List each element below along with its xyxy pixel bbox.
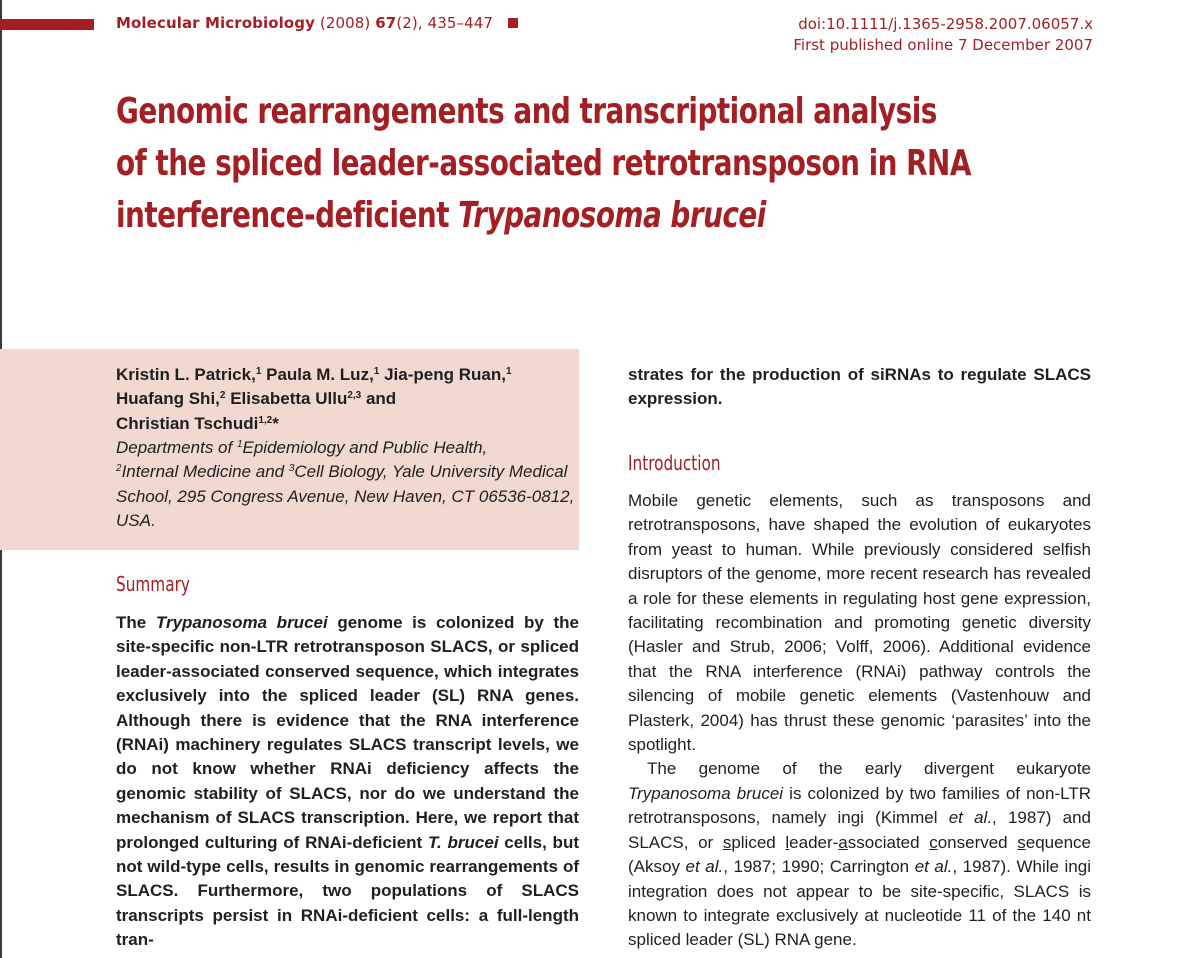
affil-marker: 2,3 [347,390,362,402]
author-and: and [361,389,397,409]
intro-italic: et al. [685,857,724,877]
article-title [116,86,1079,242]
intro-run: equence (Aksoy [628,832,1091,877]
intro-italic: et al. [914,857,953,877]
acronym-letter: a [838,832,848,852]
intro-run: is colonized by two families of non-LTR retrotransposons, namely ingi (Kimmel [628,783,1091,828]
author-name: Paula M. Luz, [261,365,374,384]
summary-text [116,611,579,953]
affil-marker: 1 [236,439,243,450]
summary-run: The [116,613,156,632]
affiliation-text: Departments of [116,438,237,457]
affiliation-text: Cell Biology, Yale University Medical School, 295 Congress Avenue, New Haven, CT 06536-0812, USA. [116,462,575,531]
affiliation [116,436,586,534]
summary-run: strates for the production of siRNAs to regulate SLACS expression. [628,365,1091,409]
journal-name: Molecular Microbiology [116,14,316,32]
intro-run: ssociated [847,832,930,852]
acronym-letter: s [722,832,732,852]
author-name: Jia-peng Ruan, [379,365,506,384]
author-name: Kristin L. Patrick, [116,365,256,384]
intro-run: pliced [731,832,786,852]
affil-marker: 3 [288,463,295,475]
author-name: Elisabetta Ullu [225,389,348,409]
intro-paragraph-2 [628,757,1091,952]
header-accent-bar [0,19,94,30]
author-name: Christian Tschudi [116,413,259,433]
intro-italic: et al. [948,808,993,828]
summary-italic: Trypanosoma brucei [155,613,328,632]
author-name: Huafang Shi, [116,389,220,409]
introduction-heading: Introduction [628,451,721,475]
intro-run: , 1987) and SLACS, or [628,808,1092,852]
affil-marker: 2 [116,463,122,475]
summary-run: cells, but not wild-type cells, results in genomic rearrangements of SLACS. Furthermore, two populations of SLACS transcripts persist in RNAi-deficient cells: a full-length tran- [116,832,579,950]
doi-text[interactable]: doi:10.1111/j.1365-2958.2007.06057.x [798,15,1093,33]
acronym-letter: l [785,832,790,852]
summary-continuation [628,363,1091,412]
title-line-3: interference-deficient [116,195,459,236]
summary-italic: T. brucei [427,832,499,852]
intro-run: onserved [937,832,1018,852]
title-organism: Trypanosoma brucei [458,195,766,236]
affiliation-text: Epidemiology and Public Health, [242,438,488,457]
intro-run: , 1987; 1990; Carrington [723,857,915,877]
journal-volume: 67 [375,14,397,32]
author-list [116,363,586,436]
title-line-2: of the spliced leader-associated retrotransposon in RNA [116,143,971,184]
summary-heading: Summary [116,572,190,596]
affil-marker: 1,2 [258,414,273,426]
acronym-letter: c [929,832,938,852]
affil-marker: 1 [255,366,262,377]
affiliation-text: Internal Medicine and [121,462,289,482]
corresponding-star: * [272,413,279,433]
journal-issue-pages: (2), 435–447 [396,14,494,32]
intro-run: eader- [789,832,839,852]
intro-run: , 1987). While ingi integration does not appear to be site-specific, SLACS is known to integrate exclusively at nucleotide 11 of the 140 nt spliced leader (SL) RNA gene. [628,857,1091,950]
journal-citation [116,14,518,32]
intro-run: The genome of the early divergent eukaryote [647,759,1091,779]
square-marker-icon [508,18,518,28]
title-line-1: Genomic rearrangements and transcriptional analysis [116,91,937,132]
affil-marker: 1 [505,366,512,377]
doi-block [793,14,1093,56]
affil-marker: 2 [219,390,226,402]
intro-paragraph-1: Mobile genetic elements, such as transposons and retrotransposons, have shaped the evolution of eukaryotes from yeast to human. While previously considered selfish disruptors of the genome, more recent research has revealed a role for these elements in regulating host gene expression, facilitating recombination and promoting genetic diversity (Hasler and Strub, 2006; Volff, 2006). Additional evidence that the RNA interference (RNAi) pathway controls the silencing of mobile genetic elements (Vastenhouw and Plasterk, 2004) has thrust these genomic ‘parasites’ into the spotlight. [628,491,1091,755]
affil-marker: 1 [373,366,380,377]
intro-italic: Trypanosoma brucei [628,783,784,803]
published-date: First published online 7 December 2007 [793,36,1093,54]
summary-run: genome is colonized by the site-specific non-LTR retrotransposon SLACS, or spliced leader-associated conserved sequence, which integrates exclusively into the spliced leader (SL) RNA genes. Although there is evidence that the RNA interference (RNAi) machinery regulates SLACS transcript levels, we do not know whether RNAi deficiency affects the genomic stability of SLACS, nor do we understand the mechanism of SLACS transcription. Here, we report that prolonged culturing of RNAi-deficient [116,613,580,852]
journal-year: (2008) [319,14,371,32]
introduction-text [628,489,1091,953]
acronym-letter: s [1017,832,1026,852]
